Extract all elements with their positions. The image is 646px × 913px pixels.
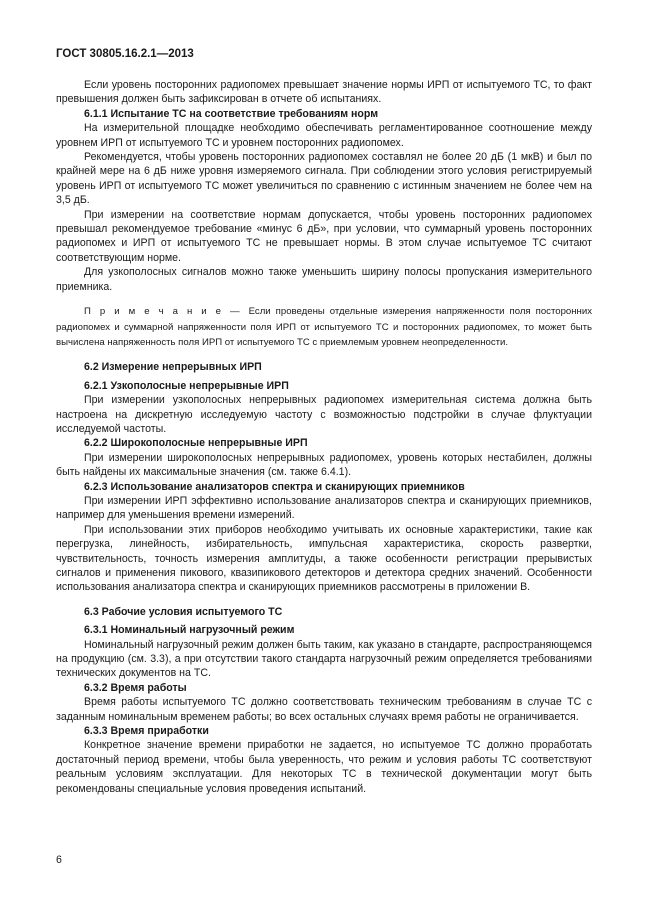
note-label: П р и м е ч а н и е — [84,306,249,318]
paragraph: При измерении узкополосных непрерывных радиопомех измерительная система должна быть настроена на дискретную исследуемую частоту с возможностью подстройки в случае флуктуации исследуемой частоты. [56,394,592,435]
paragraph: При измерении на соответствие нормам допускается, чтобы уровень посторонних радиопомех превышал рекомендуемое требование «минус 6 дБ», при условии, что суммарный уровень посторонних радиопомех и ИРП от испытуемого ТС не превышает нормы. В этом случае испытуемое ТС считают соответствующим норме. [56,208,592,264]
section-heading-6-2-2: 6.2.2 Широкополосные непрерывные ИРП [84,437,308,450]
paragraph: Номинальный нагрузочный режим должен быть таким, как указано в стандарте, распространяющемся на продукцию (см. 3.3), а при отсутствии такого стандарта нагрузочный режим определяется требованиями технических документов на ТС. [56,638,592,680]
section-heading-6-3-3: 6.3.3 Время приработки [84,725,209,738]
section-heading-6-3-1: 6.3.1 Номинальный нагрузочный режим [84,624,295,637]
section-heading-6-3: 6.3 Рабочие условия испытуемого ТС [84,605,283,618]
page-body [56,78,592,796]
note [56,304,592,350]
paragraph: При измерении ИРП эффективно использование анализаторов спектра и сканирующих приемников, например для уменьшения времени измерений. [56,494,592,522]
section-heading-6-1-1: 6.1.1 Испытание ТС на соответствие требованиям норм [84,107,379,120]
section-heading-6-2: 6.2 Измерение непрерывных ИРП [84,361,262,374]
document-code: ГОСТ 30805.16.2.1—2013 [56,48,194,60]
section-heading-6-2-1: 6.2.1 Узкополосные непрерывные ИРП [84,379,289,392]
paragraph: Если уровень посторонних радиопомех превышает значение нормы ИРП от испытуемого ТС, то факт превышения должен быть зафиксирован в отчете об испытаниях. [56,79,592,106]
paragraph: Время работы испытуемого ТС должно соответствовать техническим требованиям в случае ТС с заданным номинальным временем работы; во всех остальных случаях время работы не ограничивается. [56,696,592,723]
paragraph: Конкретное значение времени приработки не задается, но испытуемое ТС должно проработать достаточный период времени, чтобы была уверенность, что режим и условия работы ТС соответствуют реальным условиям эксплуатации. Для некоторых ТС в технической документации могут быть рекомендованы специальные условия проведения испытаний. [56,739,592,795]
section-heading-6-2-3: 6.2.3 Использование анализаторов спектра и сканирующих приемников [84,480,465,493]
paragraph: При измерении широкополосных непрерывных радиопомех, уровень которых нестабилен, должны быть найдены их максимальные значения (см. также 6.4.1). [56,451,592,479]
page-number: 6 [56,854,62,866]
paragraph: Для узкополосных сигналов можно также уменьшить ширину полосы пропускания измерительного приемника. [56,266,592,293]
section-heading-6-3-2: 6.3.2 Время работы [84,681,187,694]
paragraph: При использовании этих приборов необходимо учитывать их основные характеристики, такие как перегрузка, линейность, избирательность, импульсная характеристика, скорость развертки, чувствительность, точность измерения амплитуды, а также особенности регистрации прерывистых сигналов и применения пикового, квазипикового детекторов и детектора средних значений. Особенности использования анализатора спектра и сканирующих приемников рассмотрены в приложении В. [56,523,592,594]
note-text: Если проведены отдельные измерения напряженности поля посторонних радиопомех и суммарной напряженности поля ИРП от испытуемого ТС и посторонних радиопомех, то может быть вычислена напряженность поля ИРП от испытуемого ТС с приемлемым уровнем неопределенности. [56,306,592,348]
paragraph: Рекомендуется, чтобы уровень посторонних радиопомех составлял не более 20 дБ (1 мкВ) и был по крайней мере на 6 дБ ниже уровня измеряемого сигнала. При соблюдении этого условия регистрируемый уровень ИРП от испытуемого ТС может увеличиться по сравнению с истинным значением не более чем на 3,5 дБ. [56,151,592,207]
paragraph: На измерительной площадке необходимо обеспечивать регламентированное соотношение между уровнем ИРП от испытуемого ТС и уровнем посторонних радиопомех. [56,122,592,149]
